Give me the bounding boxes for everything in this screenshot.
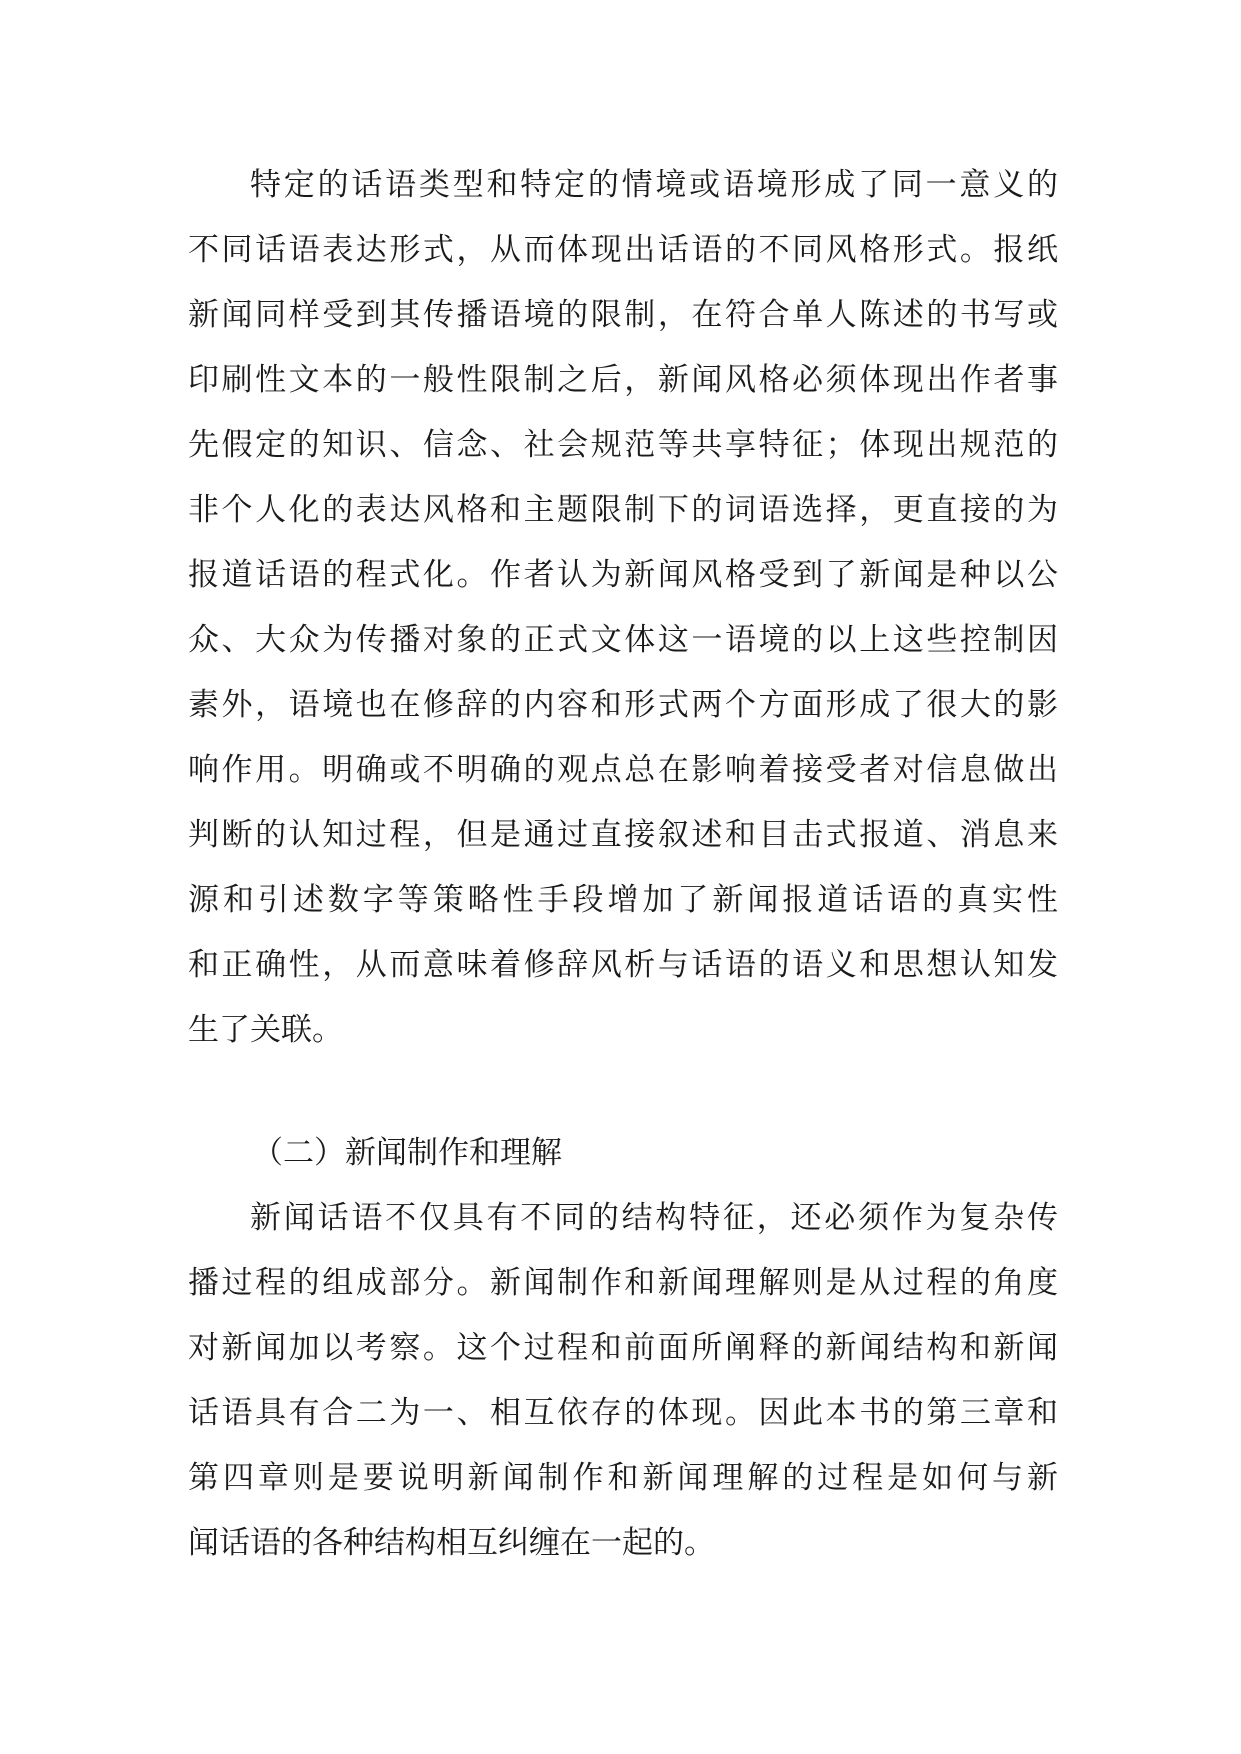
paragraph-2-line: 新闻话语不仅具有不同的结构特征，还必须作为复杂传 [250, 1200, 1058, 1236]
paragraph-2-line: 播过程的组成部分。新闻制作和新闻理解则是从过程的角度 [188, 1265, 1058, 1301]
paragraph-1-line: 先假定的知识、信念、社会规范等共享特征；体现出规范的 [188, 427, 1058, 463]
paragraph-1-line: 众、大众为传播对象的正式文体这一语境的以上这些控制因 [188, 622, 1058, 658]
section-heading: （二）新闻制作和理解 [252, 1135, 562, 1171]
paragraph-1-line: 响作用。明确或不明确的观点总在影响着接受者对信息做出 [188, 752, 1058, 788]
paragraph-1 [188, 153, 1058, 1063]
paragraph-1-line: 非个人化的表达风格和主题限制下的词语选择，更直接的为 [188, 492, 1058, 528]
paragraph-1-line: 生了关联。 [188, 1012, 343, 1048]
paragraph-1-line: 判断的认知过程，但是通过直接叙述和目击式报道、消息来 [188, 817, 1058, 853]
paragraph-1-line: 印刷性文本的一般性限制之后，新闻风格必须体现出作者事 [188, 362, 1058, 398]
paragraph-2-line: 第四章则是要说明新闻制作和新闻理解的过程是如何与新 [188, 1460, 1058, 1496]
paragraph-2-line: 闻话语的各种结构相互纠缠在一起的。 [188, 1525, 715, 1561]
paragraph-1-line: 特定的话语类型和特定的情境或语境形成了同一意义的 [250, 167, 1058, 203]
paragraph-1-line: 不同话语表达形式，从而体现出话语的不同风格形式。报纸 [188, 232, 1058, 268]
paragraph-1-line: 和正确性，从而意味着修辞风析与话语的语义和思想认知发 [188, 947, 1058, 983]
paragraph-2-line: 对新闻加以考察。这个过程和前面所阐释的新闻结构和新闻 [188, 1330, 1058, 1366]
paragraph-1-line: 报道话语的程式化。作者认为新闻风格受到了新闻是种以公 [188, 557, 1058, 593]
paragraph-2 [188, 1186, 1058, 1576]
paragraph-1-line: 素外，语境也在修辞的内容和形式两个方面形成了很大的影 [188, 687, 1058, 723]
paragraph-1-line: 新闻同样受到其传播语境的限制，在符合单人陈述的书写或 [188, 297, 1058, 333]
paragraph-1-line: 源和引述数字等策略性手段增加了新闻报道话语的真实性 [188, 882, 1058, 918]
paragraph-2-line: 话语具有合二为一、相互依存的体现。因此本书的第三章和 [188, 1395, 1058, 1431]
